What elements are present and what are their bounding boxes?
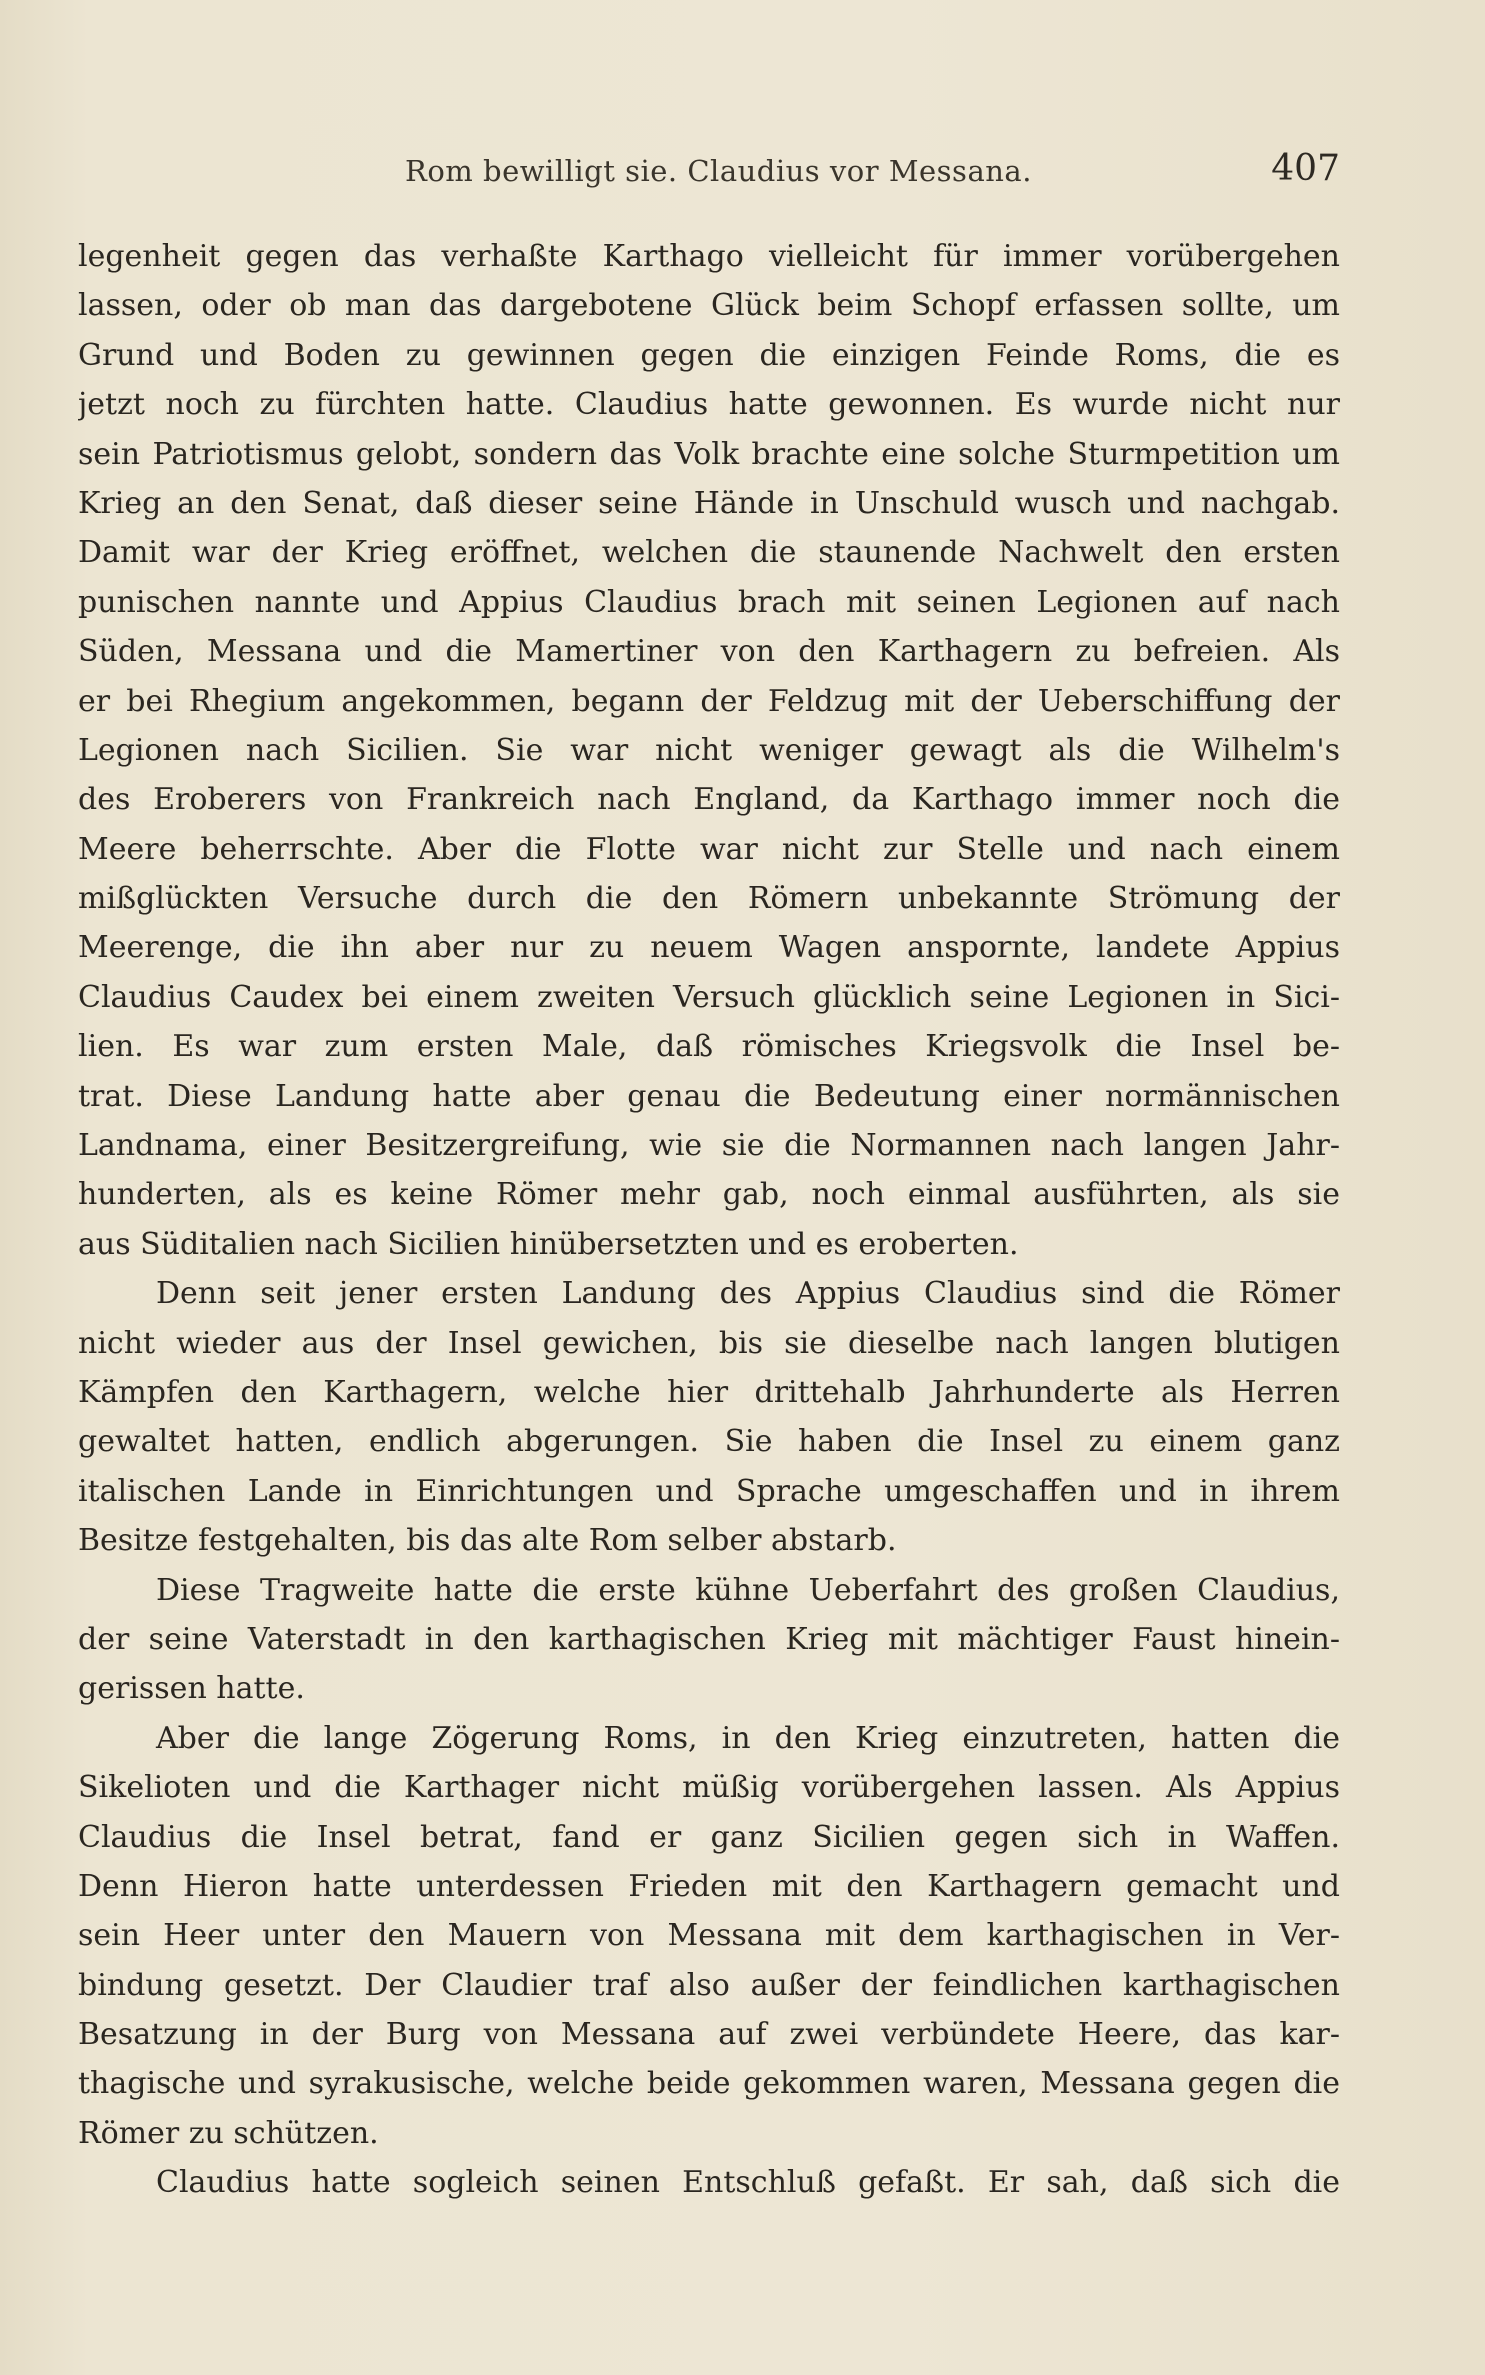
text-line: Besatzung in der Burg von Messana auf zwei verbündete Heere, das kar- [78,2017,1340,2053]
text-line: thagische und syrakusische, welche beide gekommen waren, Messana gegen die [78,2066,1340,2102]
text-line: Claudius Caudex bei einem zweiten Versuch glücklich seine Legionen in Sici- [78,979,1340,1015]
text-line: Denn Hieron hatte unterdessen Frieden mit den Karthagern gemacht und [78,1868,1340,1904]
text-line: jetzt noch zu fürchten hatte. Claudius hatte gewonnen. Es wurde nicht nur [78,387,1340,423]
text-line: lien. Es war zum ersten Male, daß römisches Kriegsvolk die Insel be- [78,1029,1340,1065]
text-line: nicht wieder aus der Insel gewichen, bis sie dieselbe nach langen blutigen [78,1325,1340,1361]
text-line: sein Heer unter den Mauern von Messana mit dem karthagischen in Ver- [78,1918,1340,1954]
text-line: Damit war der Krieg eröffnet, welchen die staunende Nachwelt den ersten [78,535,1340,571]
text-line: hunderten, als es keine Römer mehr gab, noch einmal ausführten, als sie [78,1177,1340,1213]
text-line: italischen Lande in Einrichtungen und Sprache umgeschaffen und in ihrem [78,1473,1340,1509]
text-line: Landnama, einer Besitzergreifung, wie sie die Normannen nach langen Jahr- [78,1128,1340,1164]
paragraph-start-line: Denn seit jener ersten Landung des Appius Claudius sind die Römer [156,1276,1340,1312]
paragraph-start-line: Diese Tragweite hatte die erste kühne Ueberfahrt des großen Claudius, [156,1572,1340,1608]
text-line: gewaltet hatten, endlich abgerungen. Sie haben die Insel zu einem ganz [78,1424,1340,1460]
text-line: Meere beherrschte. Aber die Flotte war nicht zur Stelle und nach einem [78,831,1340,867]
text-line: bindung gesetzt. Der Claudier traf also außer der feindlichen karthagischen [78,1967,1340,2003]
text-line: Legionen nach Sicilien. Sie war nicht weniger gewagt als die Wilhelm's [78,732,1340,768]
paragraph-end-line: Besitze festgehalten, bis das alte Rom selber abstarb. [78,1523,897,1559]
text-line: mißglückten Versuche durch die den Römern unbekannte Strömung der [78,881,1340,917]
page-header [405,148,1340,196]
text-line: trat. Diese Landung hatte aber genau die Bedeutung einer normännischen [78,1078,1340,1114]
paragraph-start-line: Claudius hatte sogleich seinen Entschluß gefaßt. Er sah, daß sich die [156,2165,1340,2201]
text-line: des Eroberers von Frankreich nach England, da Karthago immer noch die [78,782,1340,818]
page-number: 407 [1271,148,1340,189]
text-line: Sikelioten und die Karthager nicht müßig vorübergehen lassen. Als Appius [78,1770,1340,1806]
text-line: Meerenge, die ihn aber nur zu neuem Wagen anspornte, landete Appius [78,930,1340,966]
text-line: punischen nannte und Appius Claudius brach mit seinen Legionen auf nach [78,584,1340,620]
text-line: legenheit gegen das verhaßte Karthago vielleicht für immer vorübergehen [78,239,1340,274]
text-line: der seine Vaterstadt in den karthagischen Krieg mit mächtiger Faust hinein- [78,1621,1340,1657]
text-line: er bei Rhegium angekommen, begann der Feldzug mit der Ueberschiffung der [78,683,1340,719]
body-text [78,232,1340,2208]
text-line: lassen, oder ob man das dargebotene Glück beim Schopf erfassen sollte, um [78,288,1340,324]
text-line: Kämpfen den Karthagern, welche hier drittehalb Jahrhunderte als Herren [78,1374,1340,1410]
text-line: Krieg an den Senat, daß dieser seine Hände in Unschuld wusch und nachgab. [78,485,1340,521]
paragraph-end-line: gerissen hatte. [78,1671,305,1707]
text-line: Grund und Boden zu gewinnen gegen die einzigen Feinde Roms, die es [78,337,1340,373]
paragraph-start-line: Aber die lange Zögerung Roms, in den Krieg einzutreten, hatten die [156,1720,1340,1756]
text-line: Süden, Messana und die Mamertiner von den Karthagern zu befreien. Als [78,634,1340,670]
text-line: Claudius die Insel betrat, fand er ganz Sicilien gegen sich in Waffen. [78,1819,1340,1855]
running-head: Rom bewilligt sie. Claudius vor Messana. [405,154,1032,188]
text-line: sein Patriotismus gelobt, sondern das Volk brachte eine solche Sturmpetition um [78,436,1340,472]
paragraph-end-line: aus Süditalien nach Sicilien hinübersetzten und es eroberten. [78,1226,1019,1262]
paragraph-end-line: Römer zu schützen. [78,2115,379,2151]
